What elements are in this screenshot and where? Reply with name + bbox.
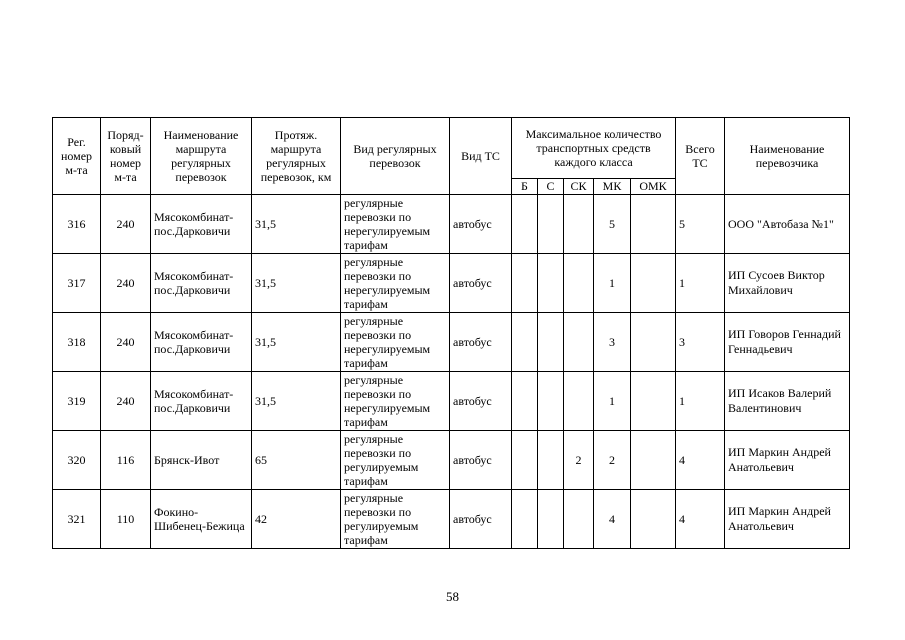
cell-class-omk xyxy=(631,313,676,372)
cell-order-number: 240 xyxy=(101,254,151,313)
cell-total-vehicles: 3 xyxy=(676,313,725,372)
cell-route-name: Фокино-Шибенец-Бежица xyxy=(151,490,252,549)
cell-class-sk xyxy=(564,195,594,254)
cell-total-vehicles: 4 xyxy=(676,431,725,490)
cell-class-s xyxy=(538,372,564,431)
cell-total-vehicles: 1 xyxy=(676,372,725,431)
cell-class-b xyxy=(512,431,538,490)
page-number: 58 xyxy=(446,589,459,604)
cell-carrier-name: ООО "Автобаза №1" xyxy=(725,195,850,254)
cell-route-name: Мясокомбинат-пос.Дарковичи xyxy=(151,313,252,372)
cell-order-number: 110 xyxy=(101,490,151,549)
cell-route-length: 31,5 xyxy=(252,313,341,372)
cell-class-b xyxy=(512,490,538,549)
cell-reg-number: 321 xyxy=(53,490,101,549)
cell-route-length: 42 xyxy=(252,490,341,549)
table-row xyxy=(53,195,850,254)
header-route-length: Протяж. маршрута регулярных перевозок, км xyxy=(252,118,341,195)
cell-class-s xyxy=(538,254,564,313)
cell-transport-kind: регулярные перевозки по нерегулируемым тарифам xyxy=(341,195,450,254)
cell-class-mk: 2 xyxy=(594,431,631,490)
cell-class-sk xyxy=(564,254,594,313)
cell-route-length: 31,5 xyxy=(252,195,341,254)
cell-total-vehicles: 5 xyxy=(676,195,725,254)
cell-class-sk xyxy=(564,313,594,372)
cell-route-length: 65 xyxy=(252,431,341,490)
header-total-vehicles: Всего ТС xyxy=(676,118,725,195)
cell-reg-number: 320 xyxy=(53,431,101,490)
cell-route-length: 31,5 xyxy=(252,372,341,431)
table-row xyxy=(53,254,850,313)
cell-class-s xyxy=(538,431,564,490)
cell-vehicle-type: автобус xyxy=(450,254,512,313)
cell-route-name: Мясокомбинат-пос.Дарковичи xyxy=(151,254,252,313)
cell-class-b xyxy=(512,372,538,431)
cell-reg-number: 318 xyxy=(53,313,101,372)
cell-route-name: Мясокомбинат-пос.Дарковичи xyxy=(151,195,252,254)
table-row xyxy=(53,490,850,549)
header-class-mk: МК xyxy=(594,179,631,195)
header-vehicle-type: Вид ТС xyxy=(450,118,512,195)
cell-class-mk: 4 xyxy=(594,490,631,549)
header-class-s: С xyxy=(538,179,564,195)
cell-vehicle-type: автобус xyxy=(450,195,512,254)
table-row xyxy=(53,372,850,431)
cell-class-b xyxy=(512,313,538,372)
table-row xyxy=(53,313,850,372)
cell-vehicle-type: автобус xyxy=(450,372,512,431)
cell-route-length: 31,5 xyxy=(252,254,341,313)
cell-class-mk: 1 xyxy=(594,254,631,313)
routes-table xyxy=(52,117,850,549)
header-order-number: Поряд-ковый номер м-та xyxy=(101,118,151,195)
cell-class-b xyxy=(512,195,538,254)
cell-transport-kind: регулярные перевозки по нерегулируемым тарифам xyxy=(341,254,450,313)
cell-carrier-name: ИП Говоров Геннадий Геннадьевич xyxy=(725,313,850,372)
header-route-name: Наименование маршрута регулярных перевозок xyxy=(151,118,252,195)
header-reg-number: Рег. номер м-та xyxy=(53,118,101,195)
cell-class-b xyxy=(512,254,538,313)
cell-class-sk: 2 xyxy=(564,431,594,490)
cell-class-omk xyxy=(631,254,676,313)
cell-total-vehicles: 1 xyxy=(676,254,725,313)
cell-class-mk: 5 xyxy=(594,195,631,254)
cell-class-s xyxy=(538,195,564,254)
cell-class-mk: 3 xyxy=(594,313,631,372)
cell-total-vehicles: 4 xyxy=(676,490,725,549)
cell-order-number: 116 xyxy=(101,431,151,490)
cell-route-name: Брянск-Ивот xyxy=(151,431,252,490)
cell-order-number: 240 xyxy=(101,195,151,254)
cell-transport-kind: регулярные перевозки по нерегулируемым тарифам xyxy=(341,372,450,431)
header-max-vehicles: Максимальное количество транспортных средств каждого класса xyxy=(512,118,676,179)
table-row xyxy=(53,431,850,490)
cell-reg-number: 316 xyxy=(53,195,101,254)
cell-class-s xyxy=(538,490,564,549)
cell-class-omk xyxy=(631,195,676,254)
header-class-b: Б xyxy=(512,179,538,195)
cell-class-s xyxy=(538,313,564,372)
cell-reg-number: 317 xyxy=(53,254,101,313)
cell-transport-kind: регулярные перевозки по регулируемым тарифам xyxy=(341,490,450,549)
header-transport-kind: Вид регулярных перевозок xyxy=(341,118,450,195)
cell-route-name: Мясокомбинат-пос.Дарковичи xyxy=(151,372,252,431)
cell-class-mk: 1 xyxy=(594,372,631,431)
cell-class-sk xyxy=(564,490,594,549)
cell-carrier-name: ИП Маркин Андрей Анатольевич xyxy=(725,490,850,549)
cell-carrier-name: ИП Исаков Валерий Валентинович xyxy=(725,372,850,431)
cell-order-number: 240 xyxy=(101,372,151,431)
cell-carrier-name: ИП Маркин Андрей Анатольевич xyxy=(725,431,850,490)
header-class-omk: ОМК xyxy=(631,179,676,195)
cell-class-omk xyxy=(631,372,676,431)
cell-class-sk xyxy=(564,372,594,431)
cell-vehicle-type: автобус xyxy=(450,431,512,490)
cell-class-omk xyxy=(631,431,676,490)
cell-carrier-name: ИП Сусоев Виктор Михайлович xyxy=(725,254,850,313)
cell-order-number: 240 xyxy=(101,313,151,372)
cell-transport-kind: регулярные перевозки по нерегулируемым тарифам xyxy=(341,313,450,372)
cell-transport-kind: регулярные перевозки по регулируемым тарифам xyxy=(341,431,450,490)
cell-reg-number: 319 xyxy=(53,372,101,431)
cell-vehicle-type: автобус xyxy=(450,313,512,372)
header-carrier-name: Наименование перевозчика xyxy=(725,118,850,195)
routes-table-body xyxy=(53,195,850,549)
header-class-sk: СК xyxy=(564,179,594,195)
cell-class-omk xyxy=(631,490,676,549)
cell-vehicle-type: автобус xyxy=(450,490,512,549)
